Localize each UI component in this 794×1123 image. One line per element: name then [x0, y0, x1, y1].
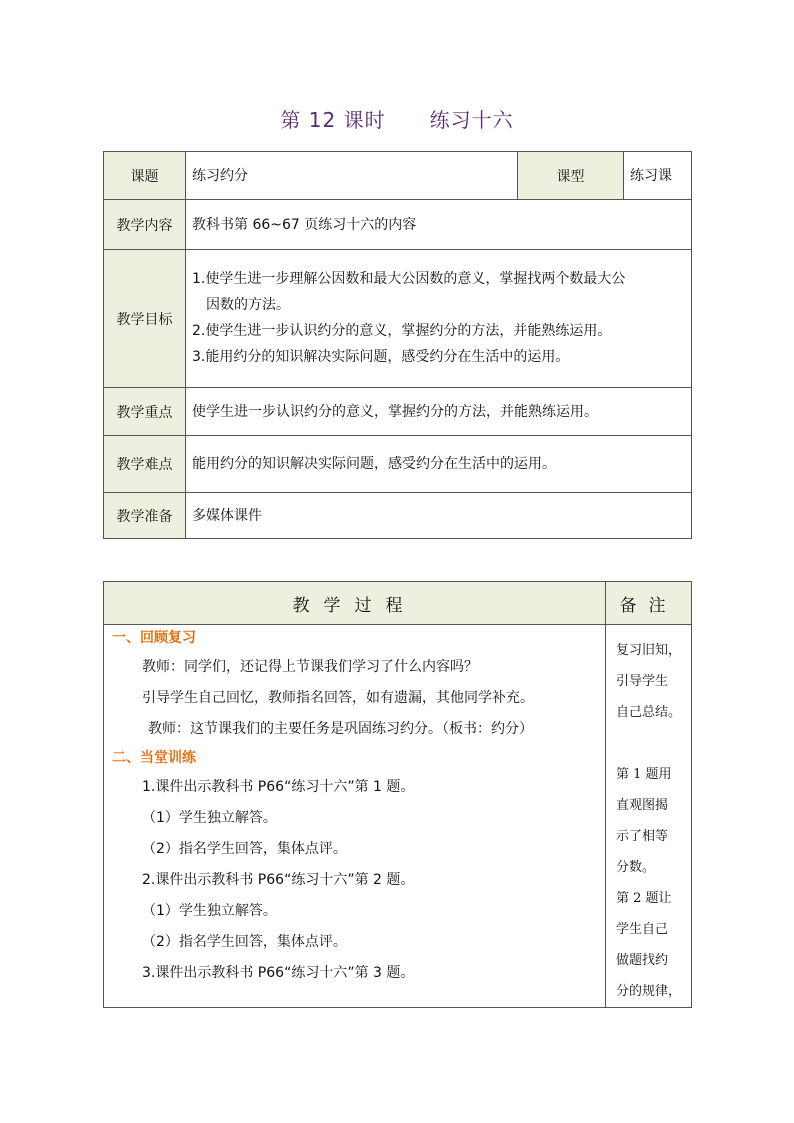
- objectives-row: [104, 250, 692, 388]
- note-line: 做题找约: [616, 953, 669, 968]
- key-points-value: 使学生进一步认识约分的意义，掌握约分的方法，并能熟练运用。: [186, 388, 692, 436]
- note-line: 分数。: [616, 860, 656, 875]
- notes-column: [606, 625, 692, 1008]
- process-line: 1.课件出示教科书 P66“练习十六”第 1 题。: [142, 779, 415, 795]
- note-line: 引导学生: [616, 674, 669, 689]
- process-line: 引导学生自己回忆，教师指名回答，如有遗漏，其他同学补充。: [142, 690, 534, 706]
- difficulties-row: [104, 436, 692, 493]
- content-row: [104, 200, 692, 250]
- content-label: 教学内容: [104, 200, 186, 250]
- objective-item: 3.能用约分的知识解决实际问题，感受约分在生活中的运用。: [192, 348, 570, 365]
- process-line: （2）指名学生回答，集体点评。: [142, 934, 347, 950]
- content-value: 教科书第 66~67 页练习十六的内容: [186, 200, 692, 250]
- objective-item: 因数的方法。: [206, 296, 290, 313]
- process-line: 教师：同学们，还记得上节课我们学习了什么内容吗？: [142, 659, 478, 675]
- note-line: 第 2 题让: [616, 891, 672, 906]
- preparation-value: 多媒体课件: [186, 493, 692, 539]
- preparation-row: [104, 493, 692, 539]
- page-title: [0, 104, 794, 133]
- objectives-label: 教学目标: [104, 250, 186, 388]
- topic-row: [104, 152, 692, 200]
- lesson-number: 第 12 课时: [280, 108, 386, 132]
- objectives-list: [186, 250, 692, 388]
- process-header: 教学过程: [104, 582, 606, 625]
- note-line: 自己总结。: [616, 705, 682, 720]
- note-line: 示了相等: [616, 829, 669, 844]
- section-review-title: 一、回顾复习: [112, 630, 196, 646]
- note-line: 第 1 题用: [616, 767, 672, 782]
- section-practice-title: 二、当堂训练: [112, 750, 196, 766]
- note-line: 复习旧知，: [616, 643, 682, 658]
- type-value: 练习课: [624, 152, 692, 200]
- topic-value: 练习约分: [186, 152, 518, 200]
- process-line: （2）指名学生回答，集体点评。: [142, 841, 347, 857]
- preparation-label: 教学准备: [104, 493, 186, 539]
- topic-label: 课题: [104, 152, 186, 200]
- process-line: 3.课件出示教科书 P66“练习十六”第 3 题。: [142, 965, 415, 981]
- lesson-title: 练习十六: [429, 108, 514, 132]
- notes-header: 备注: [606, 582, 692, 625]
- process-line: 教师：这节课我们的主要任务是巩固练习约分。（板书：约分）: [148, 721, 533, 737]
- note-line: 直观图揭: [616, 798, 669, 813]
- process-line: （1）学生独立解答。: [142, 810, 277, 826]
- difficulties-label: 教学难点: [104, 436, 186, 493]
- process-line: 2.课件出示教科书 P66“练习十六”第 2 题。: [142, 872, 415, 888]
- note-line: 学生自己: [616, 922, 669, 937]
- process-line: （1）学生独立解答。: [142, 903, 277, 919]
- objective-item: 1.使学生进一步理解公因数和最大公因数的意义，掌握找两个数最大公: [192, 270, 626, 287]
- process-body: [104, 625, 606, 1008]
- key-points-label: 教学重点: [104, 388, 186, 436]
- process-header-row: [104, 582, 692, 625]
- difficulties-value: 能用约分的知识解决实际问题，感受约分在生活中的运用。: [186, 436, 692, 493]
- type-label: 课型: [518, 152, 624, 200]
- lesson-info-table: [103, 151, 692, 539]
- key-points-row: [104, 388, 692, 436]
- note-line: [616, 728, 691, 759]
- teaching-process-table: [103, 581, 692, 1008]
- note-line: 分的规律，: [616, 984, 682, 999]
- objective-item: 2.使学生进一步认识约分的意义，掌握约分的方法，并能熟练运用。: [192, 322, 612, 339]
- process-body-row: [104, 625, 692, 1008]
